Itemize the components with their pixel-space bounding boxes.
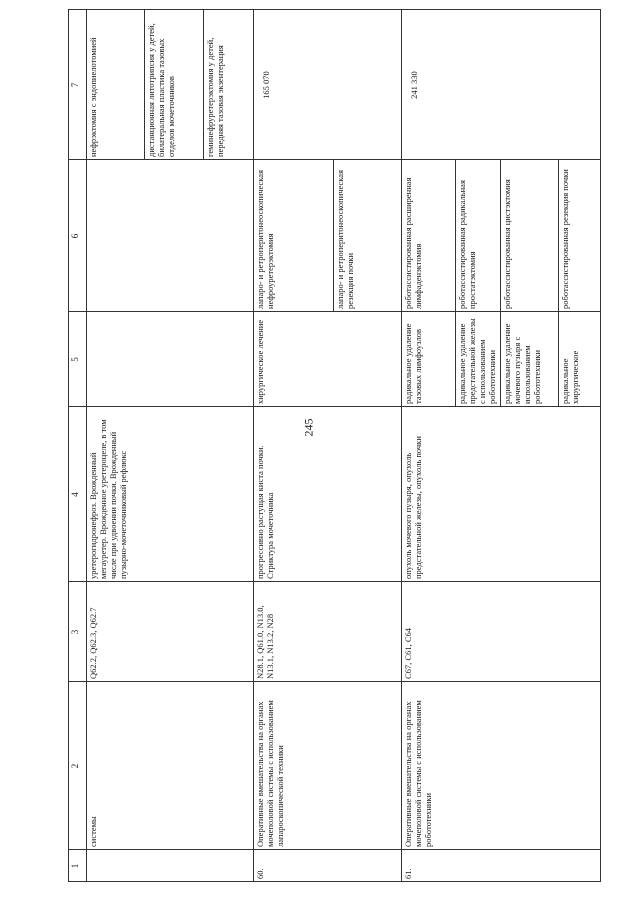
row-61-sub-1-method: роботассистированная расширенная лимфаденэктомия (403, 177, 423, 309)
row-61-sub-2-treatment: радикальное удаление предстательной железы с использованием робототехники (457, 318, 497, 404)
row-61-sub-1-treatment: радикальное удаление тазовых лимфоузлов (403, 323, 423, 404)
header-col-4: 4 (70, 492, 80, 497)
row-60-name: Оперативные вмешательства на органах мочеполовой системы с использованием лапароскопической техники (255, 700, 285, 847)
row-60-method-a: лапаро- и ретроперитонеоскопическая нефроуретерэктомия (255, 170, 275, 309)
row-60-method-b: лапаро- и ретроперитонеоскопическая резекция почки (335, 170, 355, 309)
row-60-codes: N28.1, Q61.0, N13.0, N13.1, N13.2, N28 (255, 605, 275, 679)
header-col-3: 3 (70, 629, 80, 635)
header-col-7: 7 (70, 82, 80, 88)
row-61-diagnosis: опухоль мочевого пузыря, опухоль предстательной железы, опухоль почки (403, 436, 423, 579)
row-61-name: Оперативные вмешательства на органах мочеполовой системы с использованием робототехники (403, 700, 433, 847)
row-61-sub-4-treatment: радикальное хирургическое (560, 350, 580, 404)
header-col-6: 6 (70, 233, 80, 239)
row-cont-method-c: геминефруретерэктомия у детей, передняя тазовая экзентерация (205, 37, 225, 157)
row-60-diagnosis: прогрессивно растущая киста почки. Стриктура мочеточника (255, 445, 275, 579)
procedures-table (68, 9, 601, 882)
row-60-treatment: хирургическое лечение (255, 319, 265, 404)
row-61-sub-3-method: роботассистированная цистэктомия (502, 179, 512, 309)
row-60-number: 60. (255, 868, 265, 879)
row-61-cost: 241 330 (409, 71, 419, 99)
row-cont-codes: Q62.2, Q62.3, Q62.7 (88, 607, 98, 679)
row-cont-diagnosis: уретерогидронефроз. Врожденный мегауретер. Врожденное уретероцеле, в том числе при удвоении почки. Врожденный пузырно-мочеточниковый рефлюкс (88, 419, 128, 579)
header-col-1: 1 (70, 863, 80, 869)
row-cont-name: системы (88, 816, 98, 847)
row-61-sub-4-method: роботассистированная резекция почки (560, 169, 570, 309)
row-61-number: 61. (403, 868, 413, 879)
row-60-cost: 165 070 (261, 71, 271, 99)
row-61-sub-3-treatment: радикальное удаление мочевого пузыря с использованием робототехники (502, 323, 542, 404)
row-cont-method-b: дистанционная литотрипсия у детей, билатеральная пластика тазовых отделов мочеточников (146, 23, 176, 157)
page-number: 245 (301, 418, 316, 437)
header-col-5: 5 (70, 357, 80, 362)
header-col-2: 2 (70, 763, 80, 769)
row-cont-method-a: нефрэктомия с эндопиелотомией (88, 37, 98, 157)
row-61-sub-2-method: роботассистированная радикальная простатэктомия (457, 180, 477, 309)
row-61-codes: C67, C61, C64 (403, 627, 413, 679)
